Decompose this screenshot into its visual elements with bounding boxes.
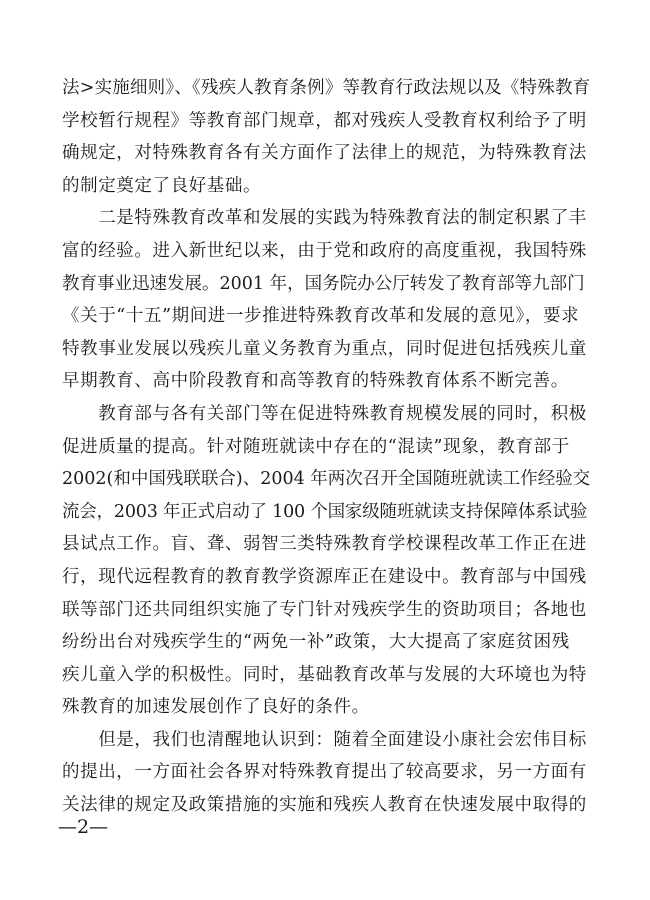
- text-line: 疾儿童入学的积极性。同时，基础教育改革与发展的大环境也为特: [62, 664, 587, 685]
- text-line: 县试点工作。盲、聋、弱智三类特殊教育学校课程改革工作正在进: [62, 534, 587, 555]
- paragraph-4: [62, 724, 590, 822]
- text-line: 流会，2003 年正式启动了 100 个国家级随班就读支持保障体系试验: [62, 501, 588, 522]
- text-line: 行，现代远程教育的教育教学资源库正在建设中。教育部与中国残: [62, 566, 587, 587]
- text-line: 教育部与各有关部门等在促进特殊教育规模发展的同时，积极: [62, 403, 587, 424]
- paragraph-3: [62, 398, 590, 724]
- text-line: 的制定奠定了良好基础。: [62, 175, 262, 196]
- text-line: 的提出，一方面社会各界对特殊教育提出了较高要求，另一方面有: [62, 762, 587, 783]
- body-text: [62, 72, 590, 822]
- text-line: 2002(和中国残联联合)、2004 年两次召开全国随班就读工作经验交: [62, 469, 591, 490]
- text-line: 联等部门还共同组织实施了专门针对残疾学生的资助项目；各地也: [62, 599, 587, 620]
- text-line: 关法律的规定及政策措施的实施和残疾人教育在快速发展中取得的: [62, 795, 587, 816]
- text-line: 法>实施细则》、《残疾人教育条例》等教育行政法规以及《特殊教育: [62, 78, 591, 98]
- text-line: 殊教育的加速发展创作了良好的条件。: [62, 697, 370, 718]
- text-line: 早期教育、高中阶段教育和高等教育的特殊教育体系不断完善。: [62, 371, 569, 392]
- text-line: 《关于“十五”期间进一步推进特殊教育改革和发展的意见》，要求: [62, 306, 580, 327]
- text-line: 二是特殊教育改革和发展的实践为特殊教育法的制定积累了丰: [62, 208, 587, 229]
- text-line: 特教事业发展以残疾儿童义务教育为重点，同时促进包括残疾儿童: [62, 338, 587, 359]
- text-line: 教育事业迅速发展。2001 年，国务院办公厅转发了教育部等九部门: [62, 273, 585, 294]
- text-line: 但是，我们也清醒地认识到：随着全面建设小康社会宏伟目标: [62, 729, 587, 750]
- text-line: 富的经验。进入新世纪以来，由于党和政府的高度重视，我国特殊: [62, 240, 587, 261]
- text-line: 纷纷出台对残疾学生的“两免一补”政策，大大提高了家庭贫困残: [62, 632, 570, 653]
- paragraph-2: [62, 202, 590, 398]
- paragraph-1: [62, 72, 590, 202]
- text-line: 确规定，对特殊教育各有关方面作了法律上的规范，为特殊教育法: [62, 143, 587, 164]
- text-line: 促进质量的提高。针对随班就读中存在的“混读”现象，教育部于: [62, 436, 570, 457]
- text-line: 学校暂行规程》等教育部门规章，都对残疾人受教育权利给予了明: [62, 110, 587, 131]
- page-number: —2—: [58, 816, 109, 838]
